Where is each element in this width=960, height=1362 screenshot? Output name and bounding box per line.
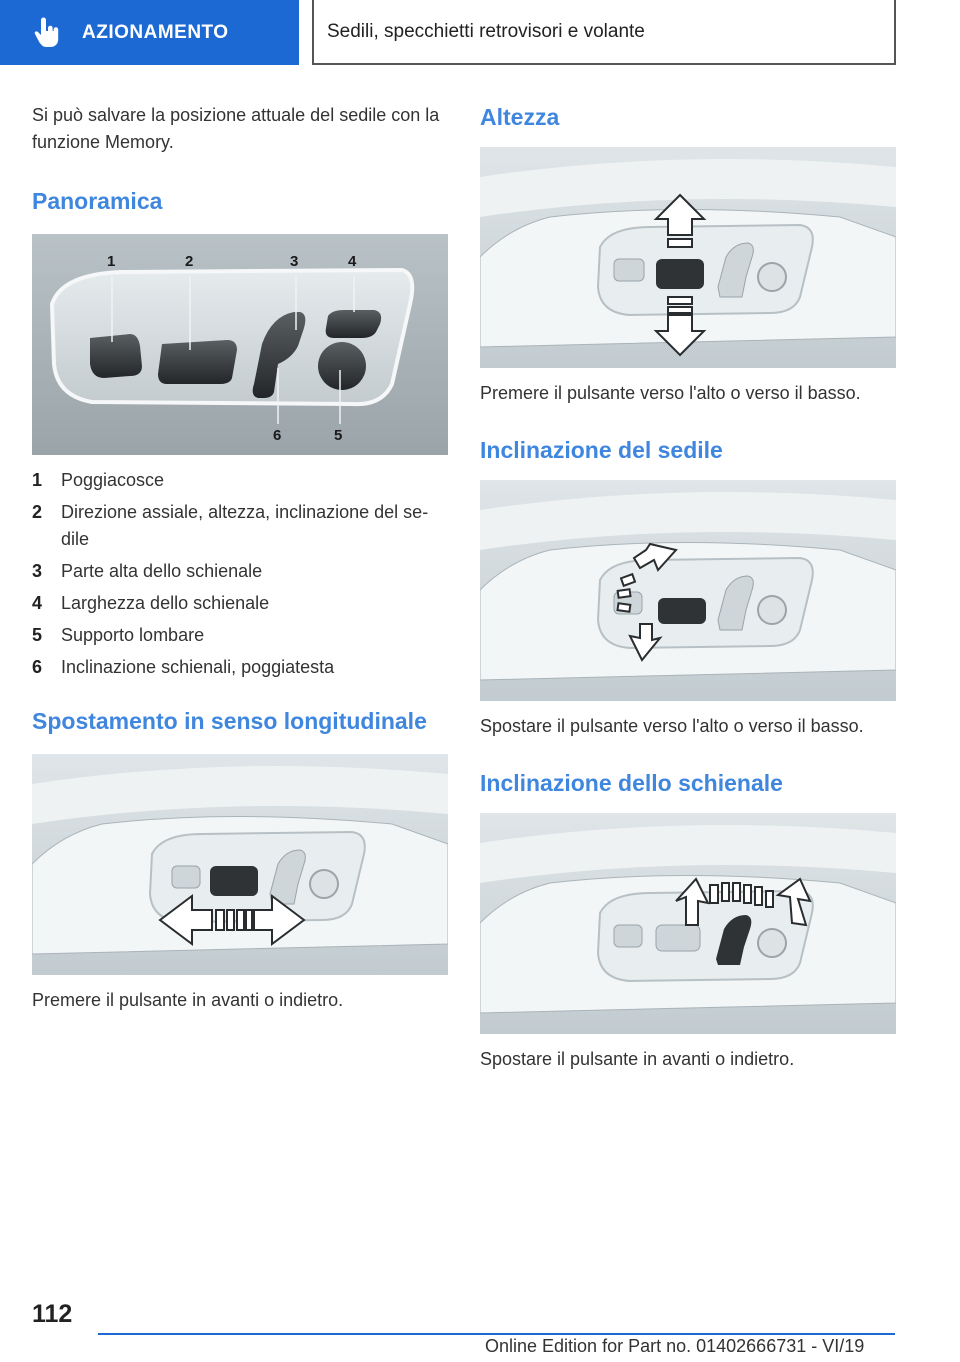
longitudinal-adjust-figure: [32, 754, 448, 975]
control-list: [32, 467, 448, 681]
height-heading: Altezza: [480, 104, 560, 130]
item-number: 5: [32, 625, 43, 645]
item-number: 6: [32, 657, 43, 677]
callout-4: 4: [348, 253, 357, 270]
item-number: 4: [32, 593, 43, 613]
longitudinal-caption: Premere il pulsante in avanti o indietro.: [32, 990, 344, 1010]
footer-divider: [98, 1333, 895, 1335]
item-text: Supporto lombare: [61, 625, 205, 645]
backrest-tilt-figure: [480, 813, 896, 1034]
right-column: [480, 100, 896, 1073]
callout-5: 5: [334, 427, 343, 444]
overview-heading: Panoramica: [32, 188, 163, 214]
item-number: 3: [32, 561, 43, 581]
list-item: [32, 654, 448, 681]
height-adjust-figure: [480, 147, 896, 368]
chapter-header: [312, 0, 896, 65]
callout-3: 3: [290, 253, 299, 270]
tilt-caption: Spostare il pulsante verso l'alto o verso il basso.: [480, 716, 864, 736]
item-number: 1: [32, 470, 43, 490]
backrest-heading: Inclinazione dello schienale: [480, 770, 783, 796]
edition-text: Online Edition for Part no. 01402666731 - VI/19: [485, 1336, 865, 1356]
callout-6: 6: [273, 427, 282, 444]
seat-tilt-figure: [480, 480, 896, 701]
section-label: AZIONAMENTO: [82, 21, 229, 43]
section-tab[interactable]: [0, 0, 299, 65]
list-item: [32, 590, 448, 617]
item-text: Parte alta dello schienale: [61, 561, 263, 581]
callout-2: 2: [185, 253, 194, 270]
list-item: [32, 499, 448, 553]
backrest-caption: Spostare il pulsante in avanti o indietro.: [480, 1049, 795, 1069]
intro-text: Si può salvare la posizione attuale del sedile con la funzione Memory.: [32, 105, 440, 152]
left-column: [32, 100, 448, 1014]
seat-controls-overview-figure: [32, 234, 448, 455]
height-caption: Premere il pulsante verso l'alto o verso il basso.: [480, 383, 861, 403]
item-text: Larghezza dello schienale: [61, 593, 270, 613]
item-text: Direzione assiale, altezza, inclinazione del se-dile: [61, 502, 429, 549]
item-text: Inclinazione schienali, poggiatesta: [61, 657, 335, 677]
tilt-heading: Inclinazione del sedile: [480, 437, 723, 463]
callout-1: 1: [107, 253, 116, 270]
list-item: [32, 558, 448, 585]
item-text: Poggiacosce: [61, 470, 165, 490]
longitudinal-heading: Spostamento in senso longitudinale: [32, 708, 427, 734]
list-item: [32, 622, 448, 649]
pointing-hand-icon: [30, 16, 64, 50]
page-number: 112: [32, 1300, 73, 1328]
list-item: [32, 467, 448, 494]
chapter-title: Sedili, specchietti retrovisori e volante: [327, 20, 645, 42]
item-number: 2: [32, 502, 43, 522]
